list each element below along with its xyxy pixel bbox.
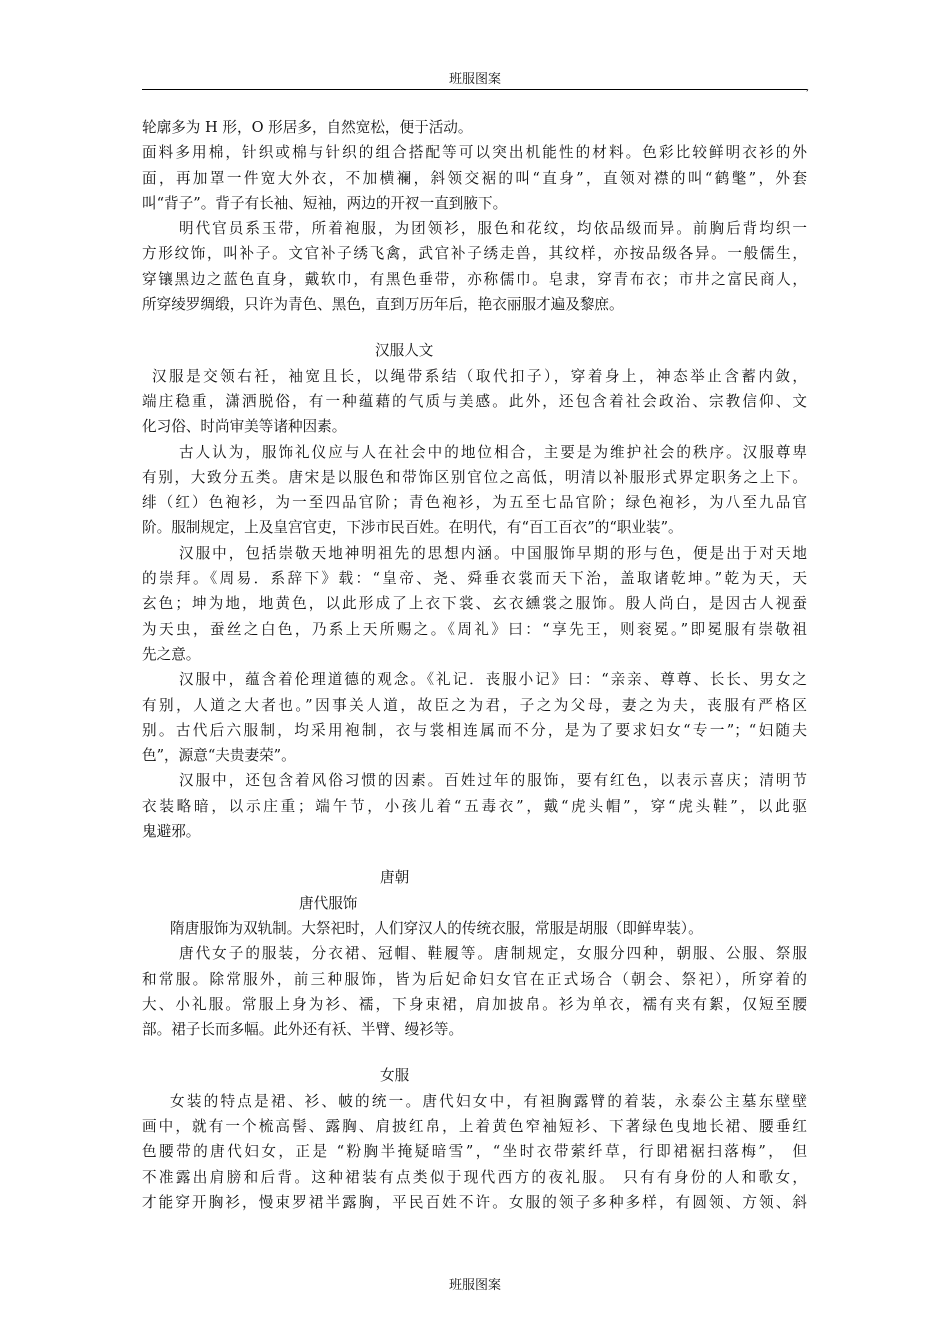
text-line: 的崇拜。《周易．系辞下》载：“皇帝、尧、舜垂衣裳而天下治，盖取诸乾坤。”乾为天，天 bbox=[142, 570, 807, 588]
text-line: 化习俗、时尚审美等诸种因素。 bbox=[142, 418, 347, 436]
text-line: 汉服中，蕴含着伦理道德的观念。《礼记．丧服小记》曰：“亲亲、尊尊、长长、男女之 bbox=[179, 671, 807, 689]
page-footer: 班服图案 bbox=[448, 1278, 501, 1293]
document-body bbox=[142, 115, 807, 1215]
text-line: 汉服是交领右衽，袖宽且长，以绳带系结（取代扣子），穿着身上，神态举止含蓄内敛， bbox=[152, 367, 807, 385]
text-line: 先之意。 bbox=[142, 645, 201, 663]
paragraph-gap bbox=[142, 317, 807, 338]
text-line: 有别，大致分五类。唐宋是以服色和带饰区别官位之高低，明清以补服形式界定职务之上下。 bbox=[142, 468, 807, 486]
header-rule bbox=[142, 89, 807, 90]
text-line: 隋唐服饰为双轨制。大祭祀时，人们穿汉人的传统衣服，常服是胡服（即鲜卑装）。 bbox=[170, 919, 703, 937]
text-line: 衣装略暗，以示庄重；端午节，小孩儿着“五毒衣”，戴“虎头帽”，穿“虎头鞋”，以此驱 bbox=[142, 797, 807, 815]
text-line: 绯（红）色袍衫，为一至四品官阶；青色袍衫，为五至七品官阶；绿色袍衫，为八至九品官 bbox=[142, 494, 807, 512]
text-line: 女装的特点是裙、衫、帔的统一。唐代妇女中，有袒胸露臂的着装，永泰公主墓东壁壁 bbox=[170, 1092, 807, 1110]
text-line: 明代官员系玉带，所着袍服，为团领衫，服色和花纹，均依品级而异。前胸后背均织一 bbox=[179, 220, 807, 238]
text-line: 面，再加罩一件宽大外衣，不加横襕，斜领交裾的叫“直身”，直领对襟的叫“鹤氅”，外套 bbox=[142, 169, 807, 187]
text-line: 才能穿开胸衫，慢束罗裙半露胸，平民百姓不许。女服的领子多种多样，有圆领、方领、斜 bbox=[142, 1193, 807, 1211]
text-line: 和常服。除常服外，前三种服饰，皆为后妃命妇女官在正式场合（朝会、祭祀），所穿着的 bbox=[142, 970, 807, 988]
text-line: 端庄稳重，潇洒脱俗，有一种蕴藉的气质与美感。此外，还包含着社会政治、宗教信仰、文 bbox=[142, 392, 807, 410]
text-line: 别。古代后六服制，均采用袍制，衣与裳相连属而不分，是为了要求妇女“专一”；“妇随夫 bbox=[142, 721, 807, 739]
text-line: 为天虫，蚕丝之白色，乃系上天所赐之。《周礼》曰：“享先王，则衮冕。”即冕服有崇敬祖 bbox=[142, 620, 807, 638]
text-line: 部。裙子长而多幅。此外还有袄、半臂、缦衫等。 bbox=[142, 1021, 464, 1039]
header-mark: , bbox=[806, 82, 810, 93]
text-line: 古人认为，服饰礼仪应与人在社会中的地位相合，主要是为维护社会的秩序。汉服尊卑 bbox=[179, 443, 807, 461]
text-line: 轮廓多为 H 形，O 形居多，自然宽松，便于活动。 bbox=[142, 119, 473, 136]
text-line: 汉服中，还包含着风俗习惯的因素。百姓过年的服饰，要有红色，以表示喜庆；清明节 bbox=[179, 772, 807, 790]
text-line: 有别，人道之大者也。”因事关人道，故臣之为君，子之为父母，妻之为夫，丧服有严格区 bbox=[142, 696, 807, 714]
text-line: 色”，源意“夫贵妻荣”。 bbox=[142, 747, 296, 765]
text-line: 不准露出肩膀和后背。这种裙装有点类似于现代西方的夜礼服。 只有有身份的人和歌女， bbox=[142, 1168, 807, 1186]
text-line: 色腰带的唐代妇女，正是 “粉胸半掩疑暗雪”，“坐时衣带萦纤草，行即裙裾扫落梅”， 但 bbox=[142, 1143, 807, 1161]
text-line: 汉服中，包括崇敬天地神明祖先的思想内涵。中国服饰早期的形与色，便是出于对天地 bbox=[179, 544, 807, 562]
text-line: 阶。服制规定，上及皇宫官吏，下涉市民百姓。在明代，有“百工百衣”的“职业装”。 bbox=[142, 519, 683, 537]
section-title: 汉服人文 bbox=[375, 342, 434, 360]
page-header: 班服图案 bbox=[448, 72, 501, 87]
text-line: 方形纹饰，叫补子。文官补子绣飞禽，武官补子绣走兽，其纹样，亦按品级各异。一般儒生， bbox=[142, 245, 807, 263]
text-line: 玄色；坤为地，地黄色，以此形成了上衣下裳、玄衣纁裳之服饰。殷人尚白，是因古人视蚕 bbox=[142, 595, 807, 613]
section-title: 唐代服饰 bbox=[299, 894, 358, 912]
text-line: 鬼避邪。 bbox=[142, 823, 201, 841]
text-line: 画中，就有一个梳高髻、露胸、肩披红帛，上着黄色窄袖短衫、下著绿色曳地长裙、腰垂红 bbox=[142, 1117, 807, 1135]
paragraph-gap bbox=[142, 1042, 807, 1063]
paragraph-gap bbox=[142, 844, 807, 865]
text-line: 唐代女子的服装，分衣裙、冠帽、鞋履等。唐制规定，女服分四种，朝服、公服、祭服 bbox=[179, 945, 807, 963]
text-line: 面料多用棉，针织或棉与针织的组合搭配等可以突出机能性的材料。色彩比较鲜明衣衫的外 bbox=[142, 144, 807, 162]
text-line: 穿镶黑边之蓝色直身，戴软巾，有黑色垂带，亦称儒巾。皂隶，穿青布衣；市井之富民商人， bbox=[142, 270, 807, 288]
section-title: 女服 bbox=[380, 1067, 410, 1085]
text-line: 所穿绫罗绸缎，只许为青色、黑色，直到万历年后，艳衣丽服才遍及黎庶。 bbox=[142, 296, 624, 314]
text-line: 叫“背子”。背子有长袖、短袖，两边的开衩一直到腋下。 bbox=[142, 194, 508, 212]
text-line: 大、小礼服。常服上身为衫、襦，下身束裙，肩加披帛。衫为单衣，襦有夹有絮，仅短至腰 bbox=[142, 995, 807, 1013]
section-title: 唐朝 bbox=[380, 869, 410, 887]
